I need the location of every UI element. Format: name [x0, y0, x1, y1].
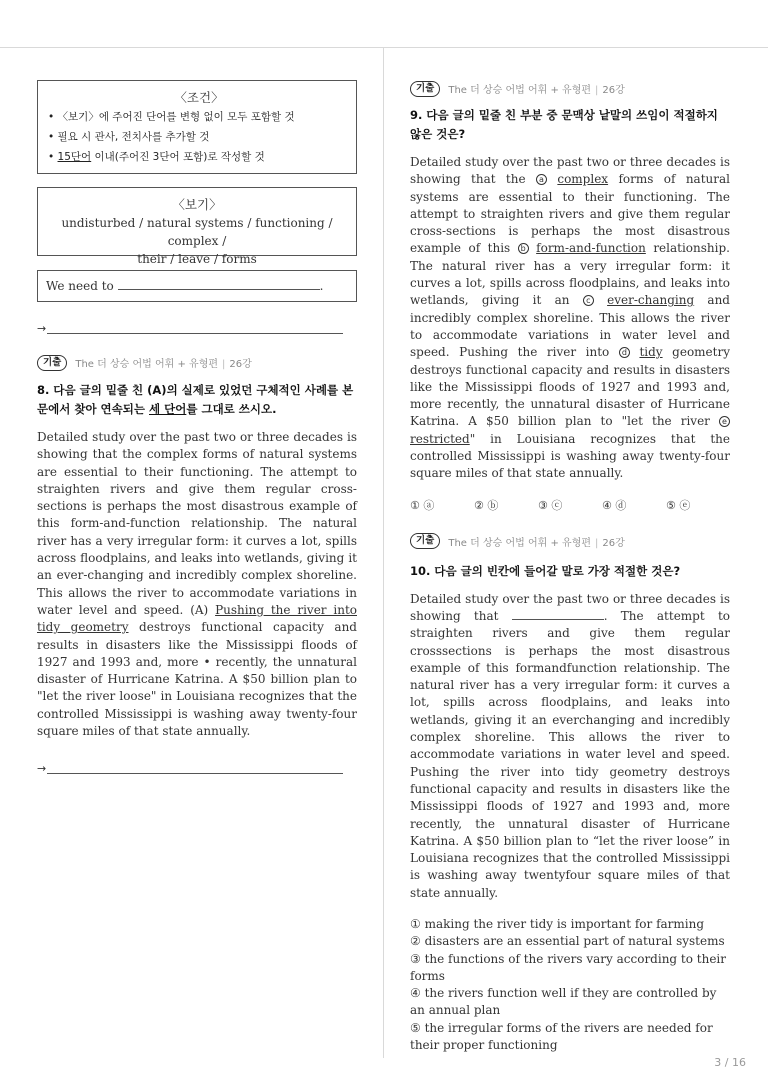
- condition-item: • 〈보기〉에 주어진 단어를 변형 없이 모두 포함할 것: [48, 107, 350, 127]
- q10-choice[interactable]: ④ the rivers function well if they are controlled by an annual plan: [410, 986, 717, 1018]
- q9-choice[interactable]: ⑤ ⓔ: [666, 498, 691, 512]
- q8-passage: Detailed study over the past two or three decades is showing that the complex forms of natural systems are essential to their functioning. The attempt to straighten rivers and give them regular cross-sections is perhaps the most disastrous example of this form-and-function relationship. The natural river has a very irregular form: it curves a lot, spills across floodplains, and leaks into wetlands, giving it an ever-changing and incredibly complex shoreline. This allows the river to accommodate variations in water level and speed. (A) Pushing the river into tidy geometry destroys functional capacity and results in disasters like the Mississippi floods of 1927 and 1993 and, more • recently, the unnatural disaster of Hurricane Katrina. A $50 billion plan to "let the river loose" in Louisiana recognizes that the controlled Mississippi is washing away twenty-four square miles of that state annually.: [37, 430, 357, 739]
- q9-word-c: ever-changing: [607, 293, 695, 308]
- left-column: [37, 80, 357, 774]
- conditions-list: [48, 107, 350, 167]
- q8-title: 8. 다음 글의 밑줄 친 (A)의 실제로 있었던 구체적인 사례를 본문에서 찾아 연속되는 세 단어를 그대로 쓰시오.: [37, 383, 354, 416]
- q10-choice[interactable]: ② disasters are an essential part of natural systems: [410, 934, 725, 949]
- q10-choice[interactable]: ① making the river tidy is important for farming: [410, 916, 705, 931]
- q9-word-e: restricted: [410, 431, 470, 446]
- column-divider: [383, 48, 384, 1058]
- q10-source: [410, 533, 730, 550]
- write-line: [47, 333, 343, 334]
- q9-word-d: tidy: [639, 345, 663, 360]
- arrow-icon: →: [37, 762, 47, 776]
- q10-choice[interactable]: ⑤ the irregular forms of the rivers are needed for their proper functioning: [410, 1020, 713, 1053]
- conditions-box: [37, 80, 357, 174]
- q9-choices: [410, 497, 730, 513]
- write-line: [47, 773, 343, 774]
- q9-passage: Detailed study over the past two or three decades is showing that the a complex forms of natural systems are essential to their functioning. The attempt to straighten rivers and give them regular cross-sections is perhaps the most disastrous example of this b form-and-function relationship. The natural river has a very irregular form: it curves a lot, spills across floodplains, and leaks into wetlands, giving it an c ever-changing and incredibly complex shoreline. This allows the river to accommodate variations in water level and speed. Pushing the river into d tidy geometry destroys functional capacity and results in disasters like the Mississippi floods of 1927 and 1993 and, more recently, the unnatural disaster of Hurricane Katrina. A $50 billion plan to "let the river e restricted" in Louisiana recognizes that the controlled Mississippi is washing away twenty-four square miles of that state annually.: [410, 155, 730, 481]
- condition-item: [48, 147, 350, 167]
- header-rule: [0, 47, 768, 48]
- answer-line-1[interactable]: [37, 320, 357, 334]
- view-box: [37, 187, 357, 266]
- label-a-icon: a: [536, 174, 547, 185]
- q9-choice[interactable]: ① ⓐ: [410, 498, 435, 512]
- answer-blank[interactable]: [118, 278, 320, 290]
- answer-line-2[interactable]: [37, 760, 357, 774]
- q8-title-underlined: 세 단어: [149, 402, 187, 416]
- q8-tag: 기출: [37, 355, 67, 371]
- q10-choice[interactable]: ③ the functions of the rivers vary according to their forms: [410, 951, 727, 983]
- answer-suffix: .: [319, 279, 324, 293]
- right-column: [410, 80, 730, 1054]
- page-number: 3 / 16: [714, 1056, 746, 1069]
- q9-tag: 기출: [410, 81, 440, 97]
- q10-blank: [512, 609, 604, 620]
- q9-source-text: The 더 상승 어법 어휘 + 유형편 | 26강: [448, 85, 625, 96]
- view-words-line: undisturbed / natural systems / functioning / complex /: [61, 216, 333, 248]
- answer-box: [37, 270, 357, 302]
- view-title: 〈보기〉: [172, 197, 222, 212]
- q10-title: 10. 다음 글의 빈칸에 들어갈 말로 가장 적절한 것은?: [410, 563, 681, 578]
- condition-item-rest: 이내(주어진 3단어 포함)로 작성할 것: [91, 151, 265, 163]
- q8-source: [37, 354, 357, 371]
- q10-source-text: The 더 상승 어법 어휘 + 유형편 | 26강: [448, 537, 625, 549]
- label-e-icon: e: [719, 416, 730, 427]
- q8-source-text: The 더 상승 어법 어휘 + 유형편 | 26강: [75, 359, 252, 370]
- arrow-icon: →: [37, 322, 47, 335]
- conditions-title: 〈조건〉: [174, 90, 224, 105]
- label-d-icon: d: [619, 347, 630, 358]
- view-words-line: their / leave / forms: [137, 252, 257, 266]
- q10-tag: 기출: [410, 533, 440, 549]
- q9-word-a: complex: [557, 172, 609, 187]
- q9-source: [410, 80, 730, 97]
- label-c-icon: c: [583, 295, 594, 306]
- q9-choice[interactable]: ② ⓑ: [474, 498, 499, 512]
- word-limit: 15단어: [57, 151, 92, 163]
- q9-choice[interactable]: ④ ⓓ: [602, 498, 627, 512]
- q9-choice[interactable]: ③ ⓒ: [538, 498, 563, 512]
- q10-passage: Detailed study over the past two or three decades is showing that . The attempt to straighten rivers and give them regular crosssections is perhaps the most disastrous example of this formandfunction relationship. The natural river has a very irregular form: it curves a lot, spills across floodplains, and leaks into wetlands, giving it an everchanging and incredibly complex shoreline. This allows the river to accommodate variations in water level and speed. Pushing the river into tidy geometry destroys functional capacity and results in disasters like the Mississippi floods of 1927 and 1993 and, more recently, the unnatural disaster of Hurricane Katrina. A $50 billion plan to “let the river loose” in Louisiana recognizes that the controlled Mississippi is washing away twentyfour square miles of that state annually.: [410, 591, 730, 900]
- answer-prefix: We need to: [46, 279, 114, 293]
- label-b-icon: b: [518, 243, 529, 254]
- q10-choices: [410, 916, 730, 1054]
- q9-word-b: form-and-function: [536, 241, 646, 256]
- q8-underlined-phrase: Pushing the river into tidy geometry: [37, 602, 357, 635]
- q9-title: 9. 다음 글의 밑줄 친 부분 중 문맥상 낱말의 쓰임이 적절하지 않은 것은?: [410, 108, 718, 141]
- condition-item: • 필요 시 관사, 전치사를 추가할 것: [48, 127, 350, 147]
